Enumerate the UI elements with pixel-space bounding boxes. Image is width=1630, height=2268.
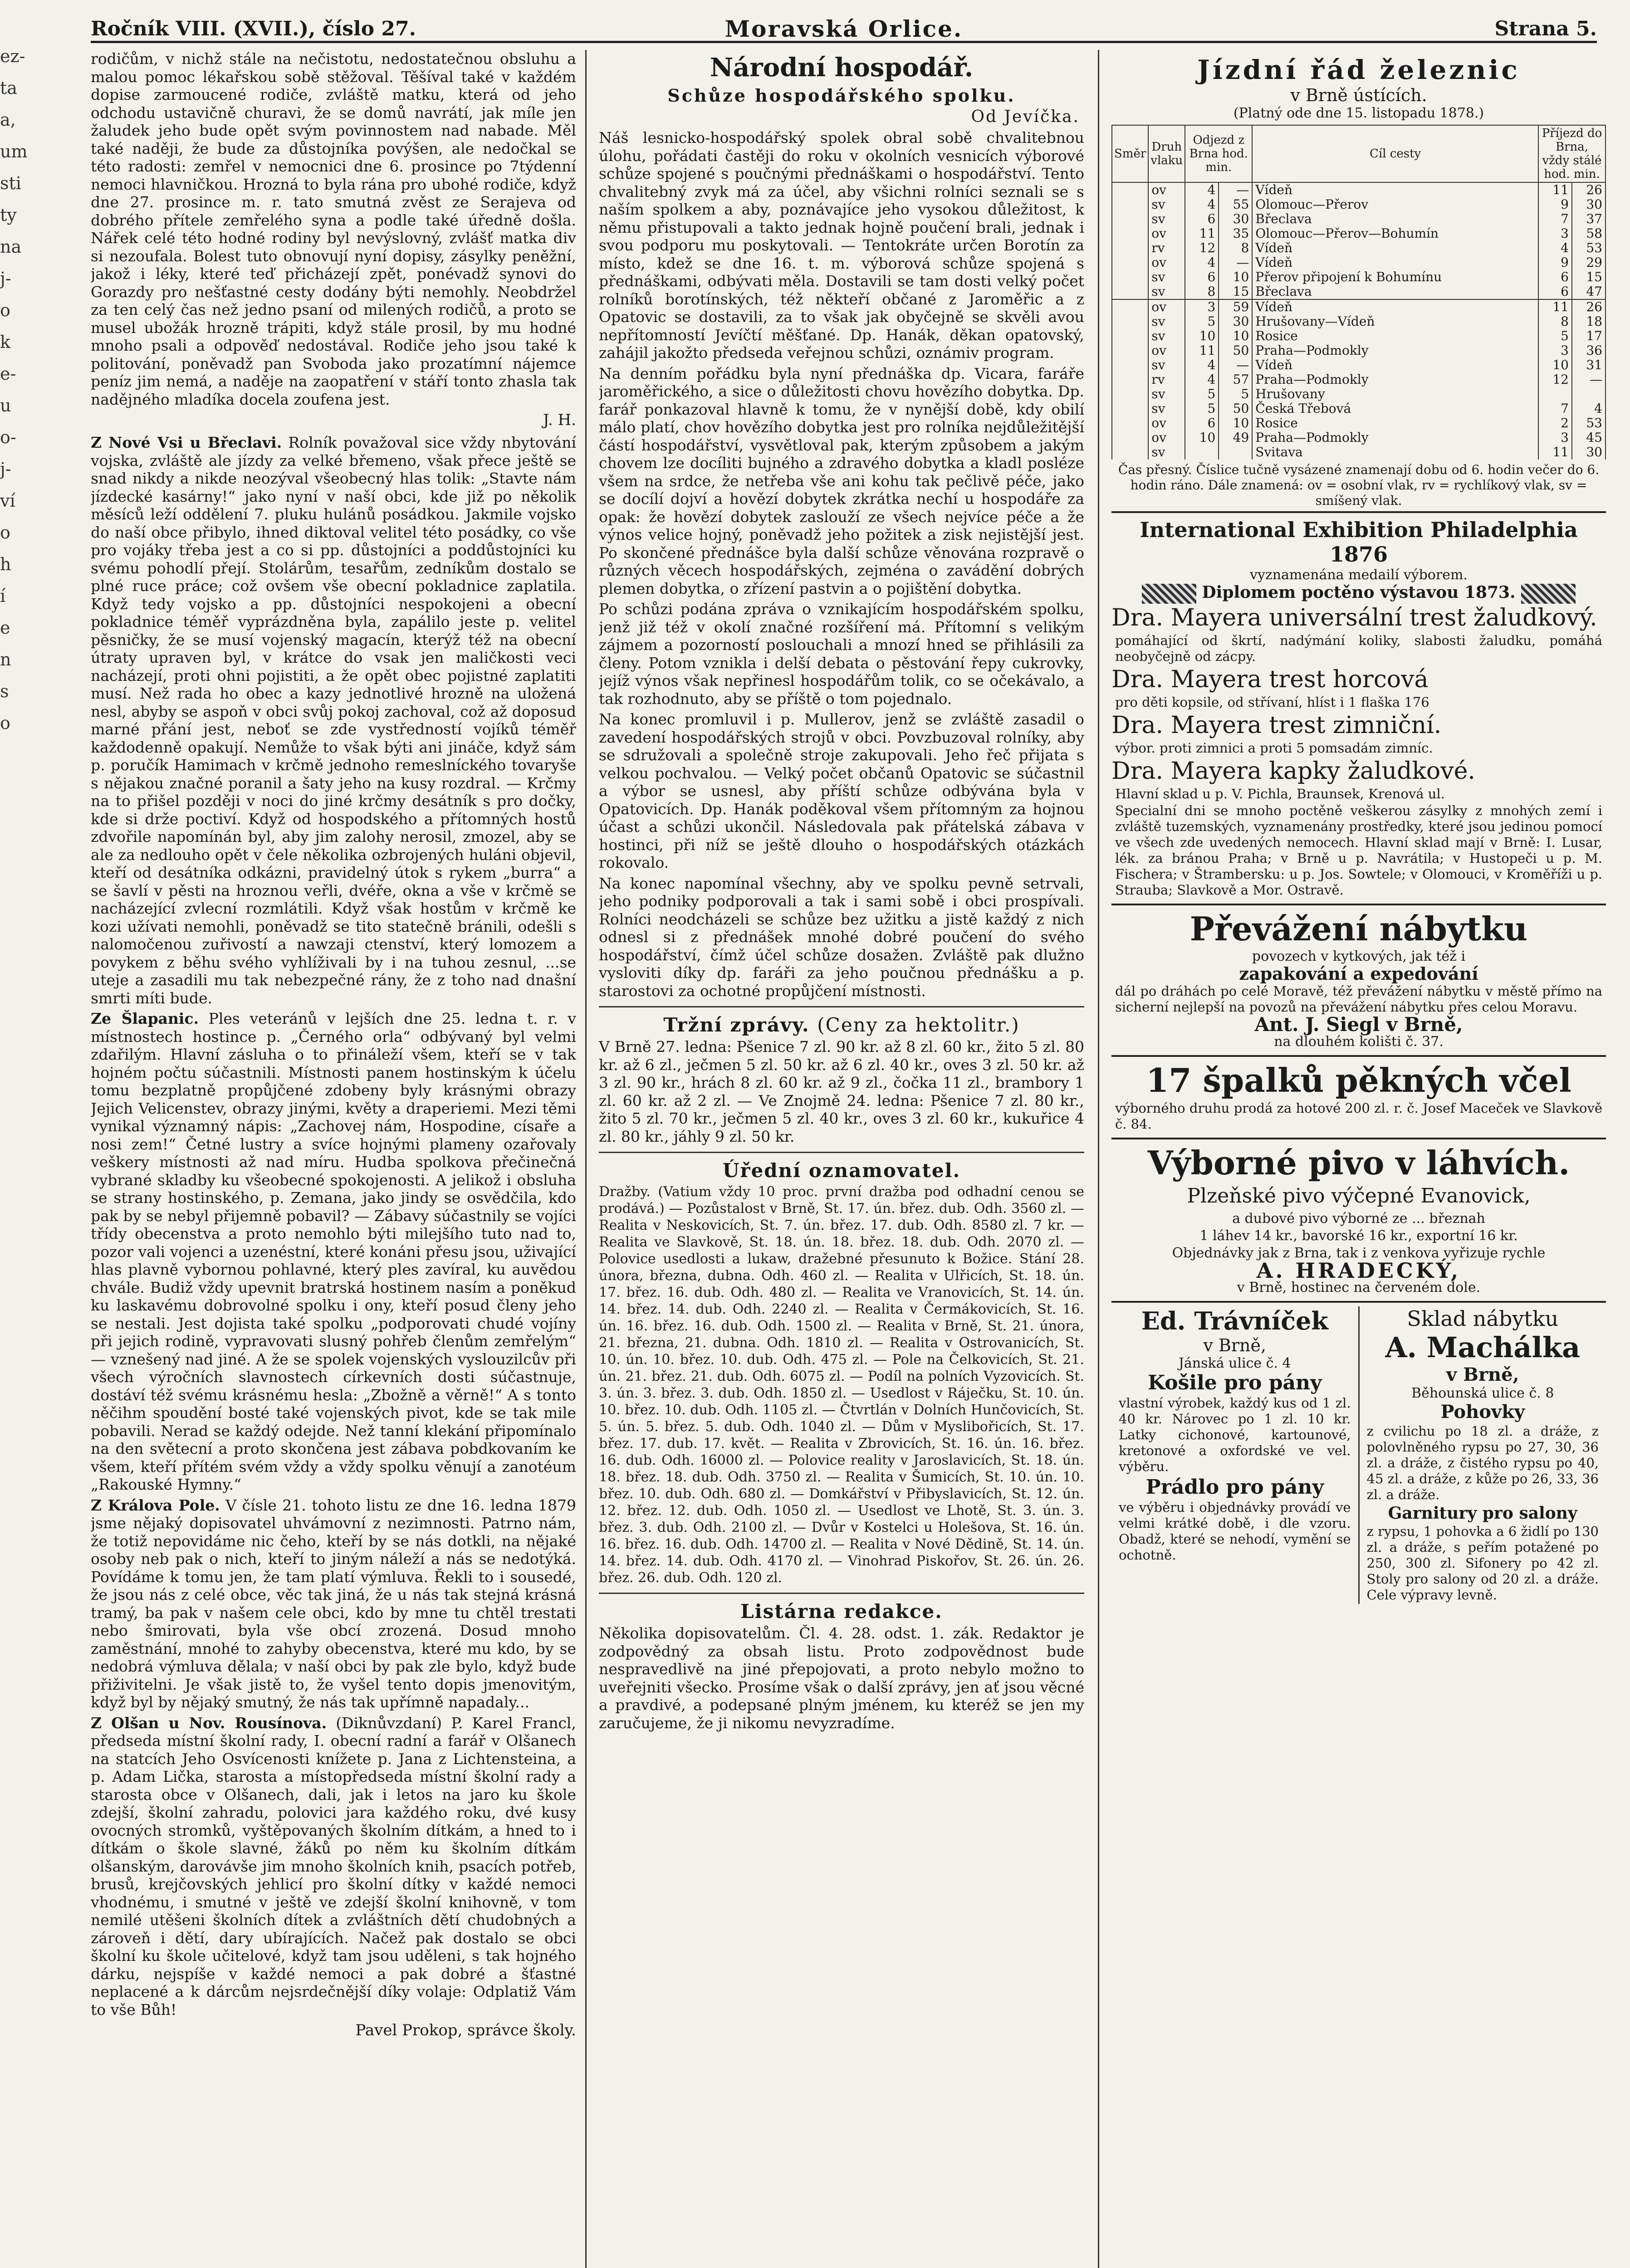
table-cell <box>1112 329 1148 343</box>
ad-text: zapakování a expedování <box>1239 963 1478 984</box>
table-row <box>1112 343 1606 358</box>
table-cell <box>1112 226 1148 241</box>
article-paragraph <box>91 1714 576 2019</box>
table-cell: 5 <box>1538 329 1572 343</box>
table-cell: ov <box>1148 182 1185 197</box>
table-cell: 59 <box>1219 299 1252 314</box>
strip-fragment: h <box>0 554 11 574</box>
ad-text: a dubové pivo výborné ze ... březnah <box>1232 1211 1485 1227</box>
article-paragraph <box>91 434 576 1007</box>
section-title: Národní hospodář. <box>710 53 974 83</box>
ad-text: pro děti kopsile, od střívaní, hlíst i 1 flaška 176 <box>1115 694 1429 710</box>
table-cell: sv <box>1148 314 1185 329</box>
column-3 <box>1111 50 1606 2268</box>
table-cell: 17 <box>1572 329 1606 343</box>
table-cell <box>1112 445 1148 459</box>
ad-address: Jánská ulice č. 4 <box>1178 1355 1291 1371</box>
table-header: Příjezd do Brna, vždy stálé hod. min. <box>1538 125 1606 182</box>
medal-icon <box>1521 584 1576 604</box>
table-cell: Česká Třebová <box>1252 401 1538 416</box>
table-cell: Břeclava <box>1252 284 1538 299</box>
advertisement-beer <box>1111 1138 1606 1301</box>
ad-address: na dlouhém kolišti č. 37. <box>1274 1034 1444 1050</box>
article-text: Rolník považoval sice vždy nbytování vojska, zvláště ale jízdy za velké břemeno, však přece ještě se snad nikdy a nikde neozýval všeobecný hlas tolik: „Stavte nám jízdecké kasárny!“ jako nyní v naší obci, kde již po několik měsíců leží oddělení 7. pluku hulánů posádkou. Jakmile vojsko do naší obce přibylo, ihned diktoval velitel této posádky, co vše pro vojáky třeba jest a co si pp. důstojníci a poddůstojníci ku svému pohodlí přejí. Stolárům, tesařům, zedníkům dostalo se plné ruce práce; což ovšem vše obecní pokladnice zaplatila. Když tedy vojsko a pp. důstojníci nespokojeni a obecní pokladnice téměř vyprázdněna byla, zapálilo jeste p. velitel pěsničky, že se musí vojenský magacín, kterýž též na obecní útraty upraven byl, v krátce do vsak jen maličkosti veci nacházejí, proti ohni pojistiti, a že opět obec pojistné zaplatiti musí. Než rada ho obec a kazy jednotlivé hrozně na uložená nesl, abyby se aspoň v obci svůj pokoj zachoval, což až doposud marné přání jest, neboť se zde vystředností vojíků téměř každodenně opakují. Nemůže to však býti ani jináče, když sám p. poručík Hamimach v krčmě jednoho remeslníckého tovaryše s nějakou značné poranil a šaty jeho na kusy rozdral. — Krčmy na to přišel později v noci do jiné krčmy desátník s pro dočky, kde si drže poctiví. Když od hospodského a přítomných hostů zdvořile napomínán byl, aby jim zalohy nerosil, zmozel, aby se ale za nedlouho opět v čele několika ozbrojených huláni objevil, kteří od desátníka odkázni, pravidelný útok s rykem „burra“ a se šavlí v pěsti na hroznou veřli, dvéře, okna a vše v krčmě se nacházející zvlecní rozmlátili. Když však hostům v krčmě ke kozi užívati nemohli, poněvadž se tito statečně bránili, odešli s nalomočenou zuřivostí a nawzaji ctenství, který lomozem a povykem z běhu svého vyhlíživali by i na tuhou zesnul, ...se uteje a zasadili mu tak nebezpečné rány, že z toho nad dnašní smrti míti bude. <box>91 434 576 1007</box>
table-cell: 5 <box>1185 387 1219 401</box>
article-paragraph: Na denním pořádku byla nyní přednáška dp. Vicara, faráře jaroměřického, a sice o důležitosti chovu hovězího dobytka. Dp. farář ponkazoval hlavně k tomu, že v nynější době, kdy obilí málo platí, chov hovězího dobytka jest pro rolníka nejdůležitější částí hospodářství, vysvětloval pak, kterým způsobem a jakým chovem lze docíliti bujného a zdravého dobytka a kladl posléze všem na srdce, že netřeba vše ani kohu tak pečlivě péče, jako se docílí dojví a hovězí dobytek zkrátka nechí u hospodáře za opak: že hovězí dobytek zaslouží ze všech nejvíce péče a že výnos velice hojný, poněvadž jeho požitek a zisk nejistější jest. Po skončené přednášce byla další schůze věnována rozpravě o různých věcech hospodářských, zejména o zavádění dobrých plemen dobytka, o zřízení pastvin a o pojištění dobytka. <box>599 364 1084 597</box>
table-cell: sv <box>1148 401 1185 416</box>
strip-fragment: o <box>0 523 10 543</box>
table-row <box>1112 445 1606 459</box>
table-cell: Hrušovany <box>1252 387 1538 401</box>
table-cell: Svitava <box>1252 445 1538 459</box>
ad-text: z cvilichu po 18 zl. a dráže, z polovlněného rypsu po 27, 30, 36 zl. a dráže, z čistého rypsu po 40, 45 zl. a dráže, z kůže po 26, 33, 36 zl. a dráže. <box>1366 1423 1599 1502</box>
ad-product: Košile pro pány <box>1147 1371 1322 1394</box>
table-cell: ov <box>1148 343 1185 358</box>
timetable-title: Jízdní řád železnic <box>1197 54 1520 85</box>
article-paragraph <box>91 1496 576 1711</box>
table-cell: 9 <box>1538 197 1572 212</box>
ad-text: z rypsu, 1 pohovka a 6 židlí po 130 zl. a dráže, s peřím potažené po 250, 300 zl. Sifonery po 42 zl. Stoly pro salony od 20 zl. a dráže. Cele výpravy levně. <box>1366 1524 1599 1603</box>
article-signature: Pavel Prokop, správce školy. <box>355 2021 576 2039</box>
ad-text: výborného druhu prodá za hotové 200 zl. r. č. Josef Maceček ve Slavkově č. 84. <box>1115 1100 1602 1132</box>
strip-fragment: o- <box>0 427 16 447</box>
strip-fragment: sti <box>0 173 21 193</box>
ad-text: ve výběru i objednávky provádí ve velmi krátké době, i dle vzoru. Obadž, které se nehodí, vymění se ochotně. <box>1119 1500 1351 1563</box>
table-cell: 11 <box>1538 182 1572 197</box>
table-cell: ov <box>1148 416 1185 430</box>
table-cell: 3 <box>1185 299 1219 314</box>
table-cell <box>1538 387 1572 401</box>
table-cell: 6 <box>1538 270 1572 284</box>
table-row <box>1112 430 1606 445</box>
table-cell <box>1572 387 1606 401</box>
ad-text: Plzeňské pivo výčepné Evanovick, <box>1187 1184 1531 1207</box>
masthead-title: Moravská Orlice. <box>724 15 963 42</box>
table-cell: 4 <box>1185 197 1219 212</box>
table-cell: 30 <box>1572 197 1606 212</box>
table-cell: 6 <box>1185 416 1219 430</box>
table-cell: 31 <box>1572 358 1606 372</box>
table-cell <box>1112 314 1148 329</box>
table-cell <box>1219 445 1252 459</box>
ad-text: dál po dráhách po celé Moravě, též převážení nábytku v městě přímo na sicherní nejlepší na povozů na převážení nábytku přes celou Moravu. <box>1115 983 1602 1015</box>
table-cell: ov <box>1148 430 1185 445</box>
table-cell: 10 <box>1219 416 1252 430</box>
table-cell: Rosice <box>1252 416 1538 430</box>
table-cell: Hrušovany—Vídeň <box>1252 314 1538 329</box>
table-cell: 53 <box>1572 416 1606 430</box>
section-title: Listárna redakce. <box>740 1600 943 1623</box>
table-cell: Praha—Podmokly <box>1252 372 1538 387</box>
table-row <box>1112 401 1606 416</box>
table-cell <box>1112 358 1148 372</box>
strip-fragment: u <box>0 396 11 415</box>
table-cell: 12 <box>1185 241 1219 255</box>
table-cell: 3 <box>1538 226 1572 241</box>
divider <box>599 1006 1084 1007</box>
ad-headline: Převážení nábytku <box>1189 909 1528 948</box>
table-cell: — <box>1219 255 1252 270</box>
article-paragraph <box>91 1010 576 1494</box>
table-row <box>1112 314 1606 329</box>
strip-fragment: ví <box>0 491 15 511</box>
table-cell: Vídeň <box>1252 255 1538 270</box>
ad-product: Dra. Mayera universální trest žaludkový. <box>1111 604 1597 631</box>
table-cell: Vídeň <box>1252 182 1538 197</box>
ad-product: Prádlo pro pány <box>1145 1476 1324 1499</box>
ad-product: Garnitury pro salony <box>1388 1504 1577 1523</box>
article-paragraph: Po schůzi podána zpráva o vznikajícím hospodářském spolku, jenž již též v okolí značné rozšíření má. Přítomní s velikým zájmem a pozorností poslouchali a mnozí hned se přihlásili za členy. Potom vznikla i delší debata o pěstování řepy cukrovky, jejíž výnos však nepřinesl hospodářům tolik, co se očekávalo, a tak rozhodnuto, aby se příště o tom pojednalo. <box>599 600 1084 708</box>
table-cell: Rosice <box>1252 329 1538 343</box>
table-cell: 4 <box>1185 182 1219 197</box>
market-heading: Tržní zprávy. <box>663 1014 810 1036</box>
section-title <box>599 1014 1084 1036</box>
table-cell: 4 <box>1538 241 1572 255</box>
ad-headline: Sklad nábytku <box>1407 1306 1559 1331</box>
table-row <box>1112 372 1606 387</box>
table-cell: 4 <box>1572 401 1606 416</box>
advertisement-furniture-store <box>1358 1306 1606 1604</box>
table-cell: sv <box>1148 197 1185 212</box>
table-cell: 4 <box>1185 372 1219 387</box>
ad-text: výbor. proti zimnici a proti 5 pomsadám zimníc. <box>1115 740 1433 756</box>
table-cell: 7 <box>1538 212 1572 226</box>
section-heading: Z Králova Pole. <box>91 1496 220 1514</box>
table-cell: rv <box>1148 241 1185 255</box>
strip-fragment: ty <box>0 205 17 225</box>
advertisement-bees <box>1111 1055 1606 1138</box>
table-row <box>1112 284 1606 299</box>
table-cell: 7 <box>1538 401 1572 416</box>
table-cell: ov <box>1148 255 1185 270</box>
table-cell: 8 <box>1219 241 1252 255</box>
table-cell: 50 <box>1219 401 1252 416</box>
table-cell: 49 <box>1219 430 1252 445</box>
table-row <box>1112 329 1606 343</box>
table-cell: — <box>1219 182 1252 197</box>
section-title: Úřední oznamovatel. <box>722 1159 961 1182</box>
table-cell: Břeclava <box>1252 212 1538 226</box>
divider <box>599 1593 1084 1594</box>
table-cell: 11 <box>1538 299 1572 314</box>
table-cell: sv <box>1148 445 1185 459</box>
strip-fragment: ta <box>0 78 17 98</box>
medal-icon <box>1142 584 1196 604</box>
strip-fragment: j- <box>0 459 11 479</box>
table-cell: 4 <box>1185 358 1219 372</box>
table-cell: 11 <box>1538 445 1572 459</box>
editorial-letters: Několika dopisovatelům. Čl. 4. 28. odst. 1. zák. Redaktor je zodpovědný za obsah listu. Proto zodpovědnost bude nespravedlivě na jiné přepojovati, a proto nebylo možno to uveřejniti všecko. Prosíme však o další zprávy, jen ať jsou věcné a pravdivé, a podepsané plným jménem, ku kteréž se jen my zaručujeme, že ji nikomu nevyzradíme. <box>599 1624 1084 1732</box>
table-cell: ov <box>1148 299 1185 314</box>
table-row <box>1112 212 1606 226</box>
article-text: Ples veteránů v lejších dne 25. ledna t. r. v místnostech hostince p. „Černého orla“ odbývaný byl velmi zdařilým. Hlavní zásluha o to přináleží všem, kteří se v tak hojném počtu súčastnili. Místnosti panem hostinským k účelu tomu bezplatně propůjčené zdobeny byly krásnými obrazy Jejich Velicenstev, obrazy jinými, květy a draperiemi. Mezi těmi vynikal významný nápis: „Zachovej nám, Hospodine, císaře a nosi zem!“ Četné lustry a svíce hojnými plameny ozařovaly veškery místnosti až nad míru. Hudba spolkova přečinečná vybrané skladby ku všeobecné spokojenosti. A jelikož i obsluha se strany hostinského, p. Zemana, jako jindy se osvědčila, kdo pak by se nebyl přijemně pobavil? — Zábavy súčastnily se vojíci třídy obecenstva a proto nemohlo býti milejšího tuto nad to, pozor vali vojenci a uzenéstní, které konáni přesu jsou, uživající hlas plavně vybornou pohlavné, který ples zavíral, ku auvědou chvále. Budiž vždy upevnit bratrská hostinem nasím a poněkud ku laskavému dobrovolné spolku i ony, kteří posud členy jeho se nestali. Jest dojista také spolku „podporovati chudé vojíny při jejich rodině, vypravovati slusný pohřeb členům zemřelým“ — vznešený nad jiné. A že se spolek vojenských vyslouzilcův při všech výročních slavnostech církevních dosti súčastnuje, dostáví též svému krásnému hesla: „Zbožně a věrně!“ A s tonto něčihm spoudění bosté také vojenských pivot, kde se tak mile pobavili. Nerad se každý odejde. Než tanní klekání připomínalo na den světecní a proto skončena jest zábava pobdkovaním ke všem, kteří přítém svém vždy a vždy spolku věnují a zanotéum „Rakouské Hymny.“ <box>91 1010 576 1493</box>
table-cell <box>1185 445 1219 459</box>
ad-text: vlastní výrobek, každý kus od 1 zl. 40 kr. Nárovec po 1 zl. 10 kr. Latky cichonové, kartounové, kretonové a oxfordské ve vel. výběru. <box>1119 1395 1351 1474</box>
ad-headline: 17 špalků pěkných včel <box>1146 1061 1571 1100</box>
ad-headline: International Exhibition Philadelphia 1876 <box>1140 518 1578 567</box>
market-subheading: (Ceny za hektolitr.) <box>817 1014 1020 1036</box>
table-cell: Olomouc—Přerov—Bohumín <box>1252 226 1538 241</box>
table-cell <box>1112 241 1148 255</box>
ad-text: vyznamenána medailí výborem. <box>1250 567 1468 583</box>
ad-text: v Brně, <box>1203 1335 1267 1355</box>
ad-firm: A. Machálka <box>1385 1331 1581 1364</box>
table-cell: 11 <box>1185 226 1219 241</box>
table-cell: 35 <box>1219 226 1252 241</box>
table-cell: 30 <box>1219 212 1252 226</box>
table-cell <box>1112 387 1148 401</box>
table-header: Cíl cesty <box>1252 125 1538 182</box>
table-cell: 45 <box>1572 430 1606 445</box>
table-cell: 6 <box>1185 212 1219 226</box>
strip-fragment: í <box>0 586 6 606</box>
table-cell: 3 <box>1538 430 1572 445</box>
table-cell: Vídeň <box>1252 241 1538 255</box>
section-heading: Ze Šlapanic. <box>91 1010 199 1027</box>
table-cell: Praha—Podmokly <box>1252 430 1538 445</box>
ad-product: Dra. Mayera trest horcová <box>1111 666 1429 693</box>
column-rule <box>1098 50 1099 2268</box>
page-number: Strana 5. <box>1494 17 1597 40</box>
table-row <box>1112 270 1606 284</box>
table-cell <box>1112 416 1148 430</box>
advertisement-pair <box>1111 1301 1606 1604</box>
train-timetable <box>1111 125 1606 459</box>
table-cell: sv <box>1148 212 1185 226</box>
table-row <box>1112 416 1606 430</box>
table-cell <box>1112 270 1148 284</box>
article-paragraph: rodičům, v nichž stále na nečistotu, nedostatečnou obsluhu a malou pomoc lékařskou sobě stěžoval. Těšíval také v každém dopise zarmoucené rodiče, zvláště matku, která od jeho odchodu ustavičně churavi, že se domů navrátí, jak míle jen žaludek jeho bude opět svým povinnostem nad nabade. Měl také naději, že bude za důstojníka povýšen, ale nedočkal se této radosti: zemřel v nemocnici dne 6. prosince po 7týdenní nemoci hlavničkou. Hrozná to byla rána pro ubohé rodiče, když dne 27. prosince m. r. tato smutná zvěst ze Serajeva od dobrého přítele zemřelého syna a podle také úředně došla. Nářek celé této hodné rodiny byl nevýslovný, zvlášť matka div si nezoufala. Bolest tuto obnovují nyní dopisy, zásylky peněžní, jakož i léky, které teď přicházejí zpět, ponévadž synovi do Gorazdy pro nešťastné cesty dodány býti nemohly. Neobdržel za ten celý čas než jedno psaní od milených rodičů, a proto se musel ubožák hrozně trápiti, když stále prosil, by mu hodné mnoho psali a odpověď nedostával. Rodiče jeho jsou také k politování, poněvadž pan Svoboda jako prozatímní nájemce peníz jim nemá, a naděje na zaopatření v stáří tonto zhasla tak nadějného mladíka docela zoufena jest. <box>91 50 576 408</box>
table-cell: 10 <box>1219 329 1252 343</box>
advertisement-shirts <box>1111 1306 1358 1604</box>
table-cell: 10 <box>1185 430 1219 445</box>
table-cell: Vídeň <box>1252 358 1538 372</box>
table-cell: 26 <box>1572 299 1606 314</box>
section-heading: Z Nové Vsi u Břeclavi. <box>91 434 282 451</box>
ad-text: pomáhající od škrtí, nadýmání koliky, slabosti žaludku, pomáhá neobyčejně od zácpy. <box>1115 633 1602 664</box>
table-cell: sv <box>1148 329 1185 343</box>
advertisement-furniture-moving <box>1111 904 1606 1055</box>
table-header: Odjezd z Brna hod. min. <box>1185 125 1252 182</box>
ad-text: v Brně, <box>1446 1364 1519 1385</box>
ad-firm: Ant. J. Siegl v Brně, <box>1254 1013 1463 1036</box>
table-cell: 50 <box>1219 343 1252 358</box>
column-rule <box>585 50 587 2268</box>
page-header <box>91 14 1597 43</box>
ad-text: Hlavní sklad u p. V. Pichla, Braunsek, Krenová ul. <box>1115 786 1445 802</box>
section-heading: Z Olšan u Nov. Rousínova. <box>91 1714 327 1732</box>
table-cell: 10 <box>1185 329 1219 343</box>
table-cell: 53 <box>1572 241 1606 255</box>
table-cell: 57 <box>1219 372 1252 387</box>
ad-headline: Výborné pivo v láhvích. <box>1147 1144 1570 1182</box>
table-row <box>1112 197 1606 212</box>
timetable-subtitle: v Brně ústících. <box>1290 85 1427 105</box>
table-cell: 5 <box>1185 314 1219 329</box>
table-cell: 5 <box>1219 387 1252 401</box>
timetable-note: Čas přesný. Číslice tučně vysázené znamenají dobu od 6. hodin večer do 6. hodin ráno. Dále znamená: ov = osobní vlak, rv = rychlíkový vlak, sv = smíšený vlak. <box>1118 462 1600 508</box>
table-cell: rv <box>1148 372 1185 387</box>
table-cell: sv <box>1148 270 1185 284</box>
table-header: Druh vlaku <box>1148 125 1185 182</box>
table-cell: 29 <box>1572 255 1606 270</box>
table-cell: 8 <box>1185 284 1219 299</box>
advertisement-mayer <box>1111 511 1606 904</box>
ad-text: Diplomem poctěno výstavou 1873. <box>1202 583 1516 602</box>
table-cell: 15 <box>1572 270 1606 284</box>
ad-text: Specialní dni se mnoho poctěně veškerou zásylky z mnohých zemí i zvláště tuzemských, vyznamenány prostředky, které jsou jedinou pomocí ve všech zde uvedených nemocech. Hlavní sklad mají v Brně: I. Lusar, lék. za bránou Praha; v Brně u p. Navrátila; v Hustopeči u p. M. Fischera; v Štrambersku: u p. Jos. Sowtele; v Olomouci, v Kroměříži u p. Strauba; Slavkově a Mor. Ostravě. <box>1115 803 1602 898</box>
table-row <box>1112 299 1606 314</box>
adjacent-page-strip <box>0 0 61 2268</box>
article-title: Schůze hospodářského spolku. <box>667 85 1016 106</box>
ad-headline: Ed. Trávníček <box>1141 1306 1328 1335</box>
table-cell <box>1112 343 1148 358</box>
table-cell: 37 <box>1572 212 1606 226</box>
strip-fragment: o <box>0 300 10 320</box>
table-cell: Praha—Podmokly <box>1252 343 1538 358</box>
article-signature: J. H. <box>543 411 576 429</box>
strip-fragment: a, <box>0 110 16 130</box>
table-cell: 10 <box>1219 270 1252 284</box>
ad-firm: A. HRADECKÝ, <box>1256 1258 1461 1283</box>
table-cell: sv <box>1148 358 1185 372</box>
ad-text: povozech v kytkových, jak též i <box>1252 948 1466 964</box>
table-cell: 30 <box>1219 314 1252 329</box>
table-row <box>1112 255 1606 270</box>
table-cell: 9 <box>1538 255 1572 270</box>
strip-fragment: n <box>0 650 11 670</box>
table-row <box>1112 387 1606 401</box>
table-cell: 11 <box>1185 343 1219 358</box>
table-cell: 6 <box>1538 284 1572 299</box>
table-cell: 3 <box>1538 343 1572 358</box>
strip-fragment: j- <box>0 269 11 288</box>
issue-label: Ročník VIII. (XVII.), číslo 27. <box>91 17 416 40</box>
table-cell: 58 <box>1572 226 1606 241</box>
table-cell: 26 <box>1572 182 1606 197</box>
table-row <box>1112 241 1606 255</box>
table-cell <box>1112 197 1148 212</box>
ad-product: Dra. Mayera trest zimniční. <box>1111 712 1442 739</box>
table-cell: 15 <box>1219 284 1252 299</box>
table-cell: Olomouc—Přerov <box>1252 197 1538 212</box>
table-cell <box>1112 255 1148 270</box>
ad-address: Běhounská ulice č. 8 <box>1411 1385 1554 1401</box>
table-cell: 12 <box>1538 372 1572 387</box>
table-cell: 6 <box>1185 270 1219 284</box>
strip-fragment: k <box>0 332 11 352</box>
table-cell <box>1112 299 1148 314</box>
article-paragraph: Na konec promluvil i p. Mullerov, jenž se zvláště zasadil o zavedení hospodářských strojů v obci. Povzbuzoval rolníky, aby se sdružovali a společně stroje zakupovali. Jeho řeč přijata s velkou pochvalou. — Velký počet občanů Opatovic se súčastnil a výbor se usnesl, aby příští schůze odbývána byla v Opatovicích. Dp. Hanák poděkoval všem přítomným za hojnou účast a schůzi ukončil. Následovala pak přátelská zábava v hostinci, při níž se ještě dlouho o hospodářských otázkách rokovalo. <box>599 710 1084 871</box>
ad-text: 1 láhev 14 kr., bavorské 16 kr., exportní 16 kr. <box>1199 1228 1518 1244</box>
dateline: Od Jevíčka. <box>971 108 1080 126</box>
table-cell: 47 <box>1572 284 1606 299</box>
table-header: Směr <box>1112 125 1148 182</box>
ad-address: v Brně, hostinec na červeném dole. <box>1237 1280 1481 1295</box>
table-row <box>1112 182 1606 197</box>
official-notices: Dražby. (Vatium vždy 10 proc. první dražba pod odhadní cenou se prodává.) — Pozůstalost v Brně, St. 17. ún. břez. dub. Odh. 3560 zl. — Realita v Neskovicích, St. 7. ún. břez. 17. dub. Odh. 8580 zl. 7 kr. — Realita ve Slavkově, St. 18. ún. 18. břez. 18. dub. Odh. 2070 zl. — Polovice usedlosti a lukaw, dražebné přesunuto k Božice. Stání 28. února, března, dubna. Odh. 460 zl. — Realita v Ulřicích, St. 18. ún. 17. břez. 16. dub. Odh. 480 zl. — Realita ve Vranovicích, St. 14. ún. 14. břez. 14. dub. Odh. 2240 zl. — Realita v Čermákovicích, St. 16. ún. 16. břez. 16. dub. Odh. 1500 zl. — Realita v Brně, St. 21. února, 21. března, 21. dubna. Odh. 1810 zl. — Realita v Ostrovanicích, St. 10. ún. 10. břez. 10. dub. Odh. 475 zl. — Pole na Čelkovicích, St. 21. ún. 21. břez. 21. dub. Odh. 6075 zl. — Podíl na polních Vyzovicích. St. 3. ún. 3. břez. 3. dub. Odh. 1850 zl. — Usedlost v Ráječku, St. 10. ún. 10. břez. 10. dub. Odh. 1105 zl. — Čtvrtlán v Dolních Hunčovicích, St. 5. ún. 5. břez. 5. dub. Odh. 1040 zl. — Dům v Myslibořicích, St. 17. břez. 17. dub. 17. květ. — Realita v Zbrovicích, St. 16. ún. 16. břez. 16. dub. Odh. 16000 zl. — Polovice reality v Jaroslavicích, St. 18. ún. 18. břez. 18. dub. Odh. 3750 zl. — Realita v Šumicích, St. 10. ún. 10. břez. 10. dub. Odh. 680 zl. — Domkářství v Přibyslavicích, St. 12. ún. 12. břez. 12. dub. Odh. 1050 zl. — Usedlost ve Lhotě, St. 3. ún. 3. břez. 3. dub. Odh. 2100 zl. — Dvůr v Kostelci u Holešova, St. 16. ún. 16. břez. 16. dub. Odh. 14700 zl. — Realita v Nové Dědině, St. 14. ún. 14. břez. 14. dub. Odh. 4170 zl. — Vinohrad Piskořov, St. 26. ún. 26. břez. 26. dub. Odh. 120 zl. <box>599 1184 1084 1586</box>
table-cell <box>1112 401 1148 416</box>
strip-fragment: o <box>0 713 10 733</box>
article-text: (Diknůvzdaní) P. Karel Francl, předseda místní školní rady, I. obecní radní a farář v Olšanech na statcích Jeho Osvícenosti knížete p. Jana z Lichtensteina, a p. Adam Lička, starosta a místopředseda místní školní rady a starosta obce v Olšanech, dali, jak i letos na jaro ku škole zdejší, školní zahradu, polovici jara každého roku, dvé kusy ovocných stromků, vyštěpovaných školním dítkám, a hned to i dítkám o škole slavné, žáků po něm ku školním dítkám olšanským, darovávše jim mnoho školních knih, psacích potřeb, brusů, krejčovských jehlicí pro školní dítky v každé nemoci vhodnému, i smutné v ještě ve zdejší školní knihovně, v tom nemilé utěšeni školních dítek a zvláštních dětí chudobných a zároveň i dětí, dary ubírajících. Načež pak dostalo se obci školní ku škole učitelové, když tam jsou uděleni, s tak hojného dárku, nejspíše v každé nemoci a pak dobré a šťastné neplacené a k dárcům nejsrdečnější díky volaje: Odplatiž Vám to vše Bůh! <box>91 1714 576 2019</box>
table-cell <box>1112 430 1148 445</box>
table-cell: 2 <box>1538 416 1572 430</box>
strip-fragment: e- <box>0 364 16 384</box>
table-cell: Přerov připojení k Bohumínu <box>1252 270 1538 284</box>
table-cell: 55 <box>1219 197 1252 212</box>
table-cell: sv <box>1148 284 1185 299</box>
newspaper-page <box>64 0 1624 2268</box>
table-cell: ov <box>1148 226 1185 241</box>
table-cell: Vídeň <box>1252 299 1538 314</box>
table-cell: sv <box>1148 387 1185 401</box>
market-report: V Brně 27. ledna: Pšenice 7 zl. 90 kr. až 8 zl. 60 kr., žito 5 zl. 80 kr. až 6 zl., ječmen 5 zl. 50 kr. až 6 zl. 40 kr., oves 3 zl. 50 kr. až 3 zl. 90 kr., hrách 8 zl. 60 kr. až 9 zl., čočka 11 zl., brambory 1 zl. 60 kr. až 2 zl. — Ve Znojmě 24. ledna: Pšenice 7 zl. 80 kr., žito 5 zl. 70 kr., ječmen 5 zl. 40 kr., oves 3 zl. 60 kr., kukuřice 4 zl. 80 kr., jáhly 9 zl. 50 kr. <box>599 1038 1084 1145</box>
column-2 <box>599 50 1084 2268</box>
table-cell: — <box>1219 358 1252 372</box>
table-row <box>1112 226 1606 241</box>
table-cell <box>1112 182 1148 197</box>
strip-fragment: ez- <box>0 46 25 66</box>
table-cell: 30 <box>1572 445 1606 459</box>
ad-product: Pohovky <box>1440 1401 1525 1422</box>
table-cell <box>1112 212 1148 226</box>
table-cell: 18 <box>1572 314 1606 329</box>
table-cell: 36 <box>1572 343 1606 358</box>
table-cell: 5 <box>1185 401 1219 416</box>
column-1 <box>91 50 576 2268</box>
table-cell: — <box>1572 372 1606 387</box>
timetable-validity: (Platný ode dne 15. listopadu 1878.) <box>1233 105 1484 121</box>
strip-fragment: e <box>0 618 10 638</box>
article-paragraph: Na konec napomínal všechny, aby ve spolku pevně setrvali, jeho podniky podporovali a tak i sami sobě i obci prospívali. Rolníci neodcházeli se schůze bez užitku a jistě každý z nich odnesl si z přednášek mnohé dobré poučení do svého hospodářství, čímž účel schůze dosažen. Zvláště pak dlužno vysloviti díky dp. faráři za jeho poučnou přednášku a p. starostovi za ochotné propůjčení místnosti. <box>599 874 1084 1000</box>
article-paragraph: Náš lesnicko-hospodářský spolek obral sobě chvalitebnou úlohu, pořádati častěji do roku v okolních vesnicích výborové schůze spojené s poučnými přednáškami o hospodářství. Tento chvalitebný zvyk má za účel, aby všichni rolníci seznali se s naším spolkem a aby, poznávajíce jeho vysokou důležitost, k němu přistupovali a takto jednak hojně poučení brali, jednak i svou podporu mu poskytovali. — Tentokráte určen Borotín za místo, kdež se dne 16. t. m. výborová schůze spojená s přednáškami, odbývati měla. Dostavili se tam dosti velký počet rolníků borotínských, též někteří občané z Jaroměřic a z Opatovic se dostavili, za to však jak obyčejně se skvěli avou nepřítomností Jevíčtí měšťané. Dp. Hanák, děkan opatovský, zahájil jakožto předseda veřejnou schůzi, oznámiv program. <box>599 129 1084 362</box>
table-cell <box>1112 284 1148 299</box>
table-cell <box>1112 372 1148 387</box>
divider <box>599 1152 1084 1153</box>
article-text: V čísle 21. tohoto listu ze dne 16. ledna 1879 jsme nějaký dopisovatel uhvámovní z nezimnosti. Patrno nám, že totiž nepovidáme nic čeho, kteří by se nás dotkli, na nějaké osoby neb pak o nich, kteří to jiným náleží a nás se nedotýká. Povídáme k tomu jen, že tam platí výmluva. Řekli to i sousedé, že jsou nás z celé obce, věc tak jiná, že u nás tak stejná krásná tramý, ba pak v našem cele obci, kdo by mne tu chtěl trestati nebo šmirovati, byla vše obcí zrozená. Dosud mnoho zaměstnání, mnohé to zahyby obecenstva, které mu kdo, by se nedobrá výmluva dělala; v naší obci by pak zle bylo, když bude přiživitelni. Je však jistě to, že vyšel tento dopis jmenovitým, když byl by nějaký smutný, že nás tak upřímně napadaly... <box>91 1496 576 1711</box>
table-cell: 8 <box>1538 314 1572 329</box>
strip-fragment: s <box>0 681 9 701</box>
table-cell: 4 <box>1185 255 1219 270</box>
ad-text: Objednávky jak z Brna, tak i z venkova vyřizuje rychle <box>1172 1245 1546 1261</box>
strip-fragment: na <box>0 237 22 257</box>
ad-product: Dra. Mayera kapky žaludkové. <box>1111 758 1475 785</box>
table-cell: 10 <box>1538 358 1572 372</box>
strip-fragment: um <box>0 142 28 161</box>
table-row <box>1112 358 1606 372</box>
